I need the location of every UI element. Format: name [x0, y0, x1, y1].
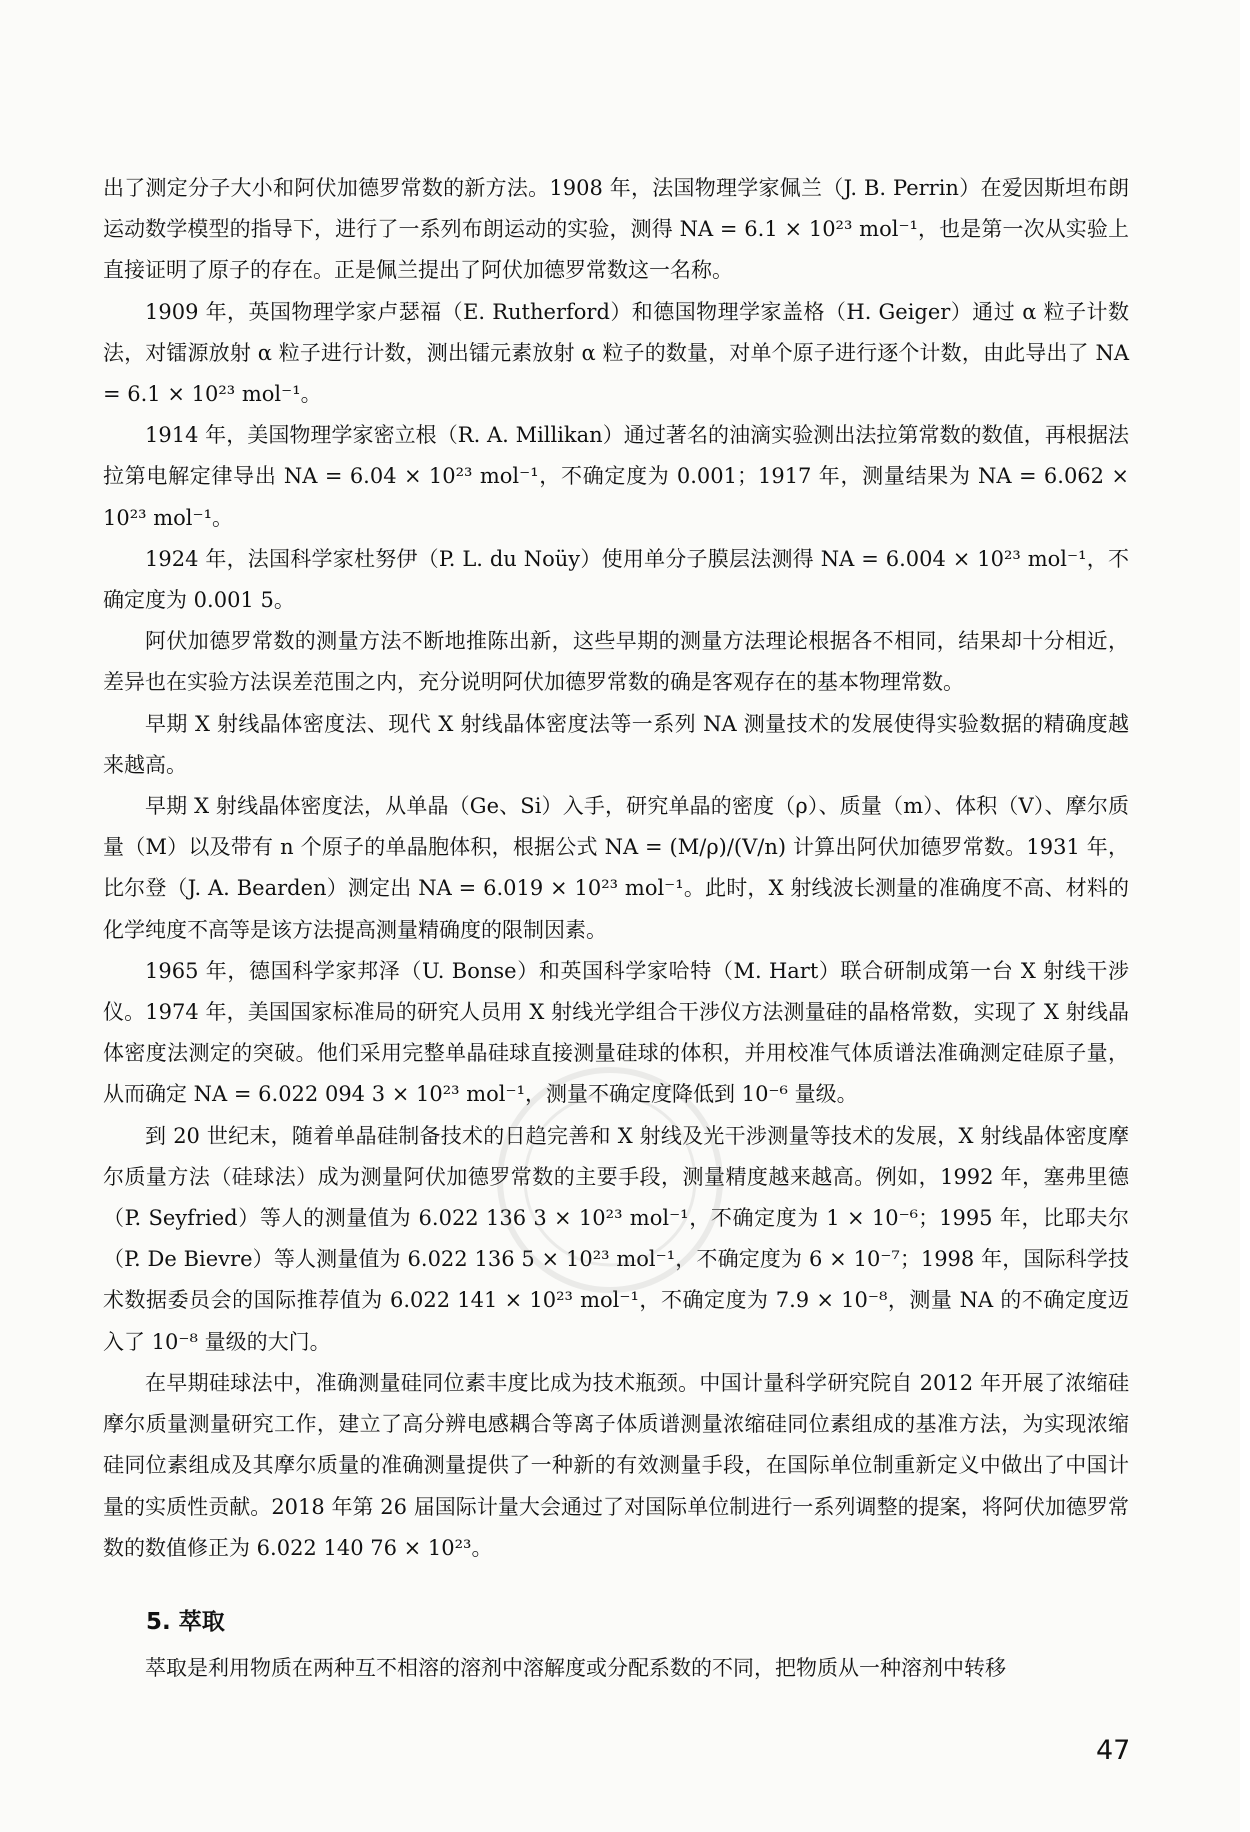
paragraph-9: 到 20 世纪末，随着单晶硅制备技术的日趋完善和 X 射线及光干涉测量等技术的发展，X 射线晶体密度摩尔质量方法（硅球法）成为测量阿伏加德罗常数的主要手段，测量精度越来越高。例如，1992 年，塞弗里德（P. Seyfried）等人的测量值为 6.022 136 3 × 10²³ mol⁻¹，不确定度为 1 × 10⁻⁶；1995 年，比耶夫尔（P. De Bievre）等人测量值为 6.022 136 5 × 10²³ mol⁻¹，不确定度为 6 × 10⁻⁷；1998 年，国际科学技术数据委员会的国际推荐值为 6.022 141 × 10²³ mol⁻¹，不确定度为 7.9 × 10⁻⁸，测量 NA 的不确定度迈入了 10⁻⁸ 量级的大门。 — [103, 1123, 1129, 1354]
paragraph-2: 1909 年，英国物理学家卢瑟福（E. Rutherford）和德国物理学家盖格（H. Geiger）通过 α 粒子计数法，对镭源放射 α 粒子进行计数，测出镭元素放射 α 粒子的数量，对单个原子进行逐个计数，由此导出了 NA = 6.1 × 10²³ mol⁻¹。 — [103, 299, 1129, 407]
paragraph-8: 1965 年，德国科学家邦泽（U. Bonse）和英国科学家哈特（M. Hart）联合研制成第一台 X 射线干涉仪。1974 年，美国国家标准局的研究人员用 X 射线光学组合干涉仪方法测量硅的晶格常数，实现了 X 射线晶体密度法测定的突破。他们采用完整单晶硅球直接测量硅球的体积，并用校准气体质谱法准确测定硅原子量，从而确定 NA = 6.022 094 3 × 10²³ mol⁻¹，测量不确定度降低到 10⁻⁶ 量级。 — [103, 958, 1129, 1107]
paragraph-10: 在早期硅球法中，准确测量硅同位素丰度比成为技术瓶颈。中国计量科学研究院自 2012 年开展了浓缩硅摩尔质量测量研究工作，建立了高分辨电感耦合等离子体质谱测量浓缩硅同位素组成的基准方法，为实现浓缩硅同位素组成及其摩尔质量的准确测量提供了一种新的有效测量手段，在国际单位制重新定义中做出了中国计量的实质性贡献。2018 年第 26 届国际计量大会通过了对国际单位制进行一系列调整的提案，将阿伏加德罗常数的数值修正为 6.022 140 76 × 10²³。 — [103, 1370, 1129, 1560]
page-number: 47 — [1096, 1735, 1131, 1766]
paragraph-4: 1924 年，法国科学家杜努伊（P. L. du Noüy）使用单分子膜层法测得 NA = 6.004 × 10²³ mol⁻¹，不确定度为 0.001 5。 — [103, 546, 1129, 613]
paragraph-7: 早期 X 射线晶体密度法，从单晶（Ge、Si）入手，研究单晶的密度（ρ）、质量（m）、体积（V）、摩尔质量（M）以及带有 n 个原子的单晶胞体积，根据公式 NA = (M/ρ)/(V/n) 计算出阿伏加德罗常数。1931 年，比尔登（J. A. Bearden）测定出 NA = 6.019 × 10²³ mol⁻¹。此时，X 射线波长测量的准确度不高、材料的化学纯度不高等是该方法提高测量精确度的限制因素。 — [103, 794, 1129, 942]
body-text — [103, 168, 1129, 1569]
paragraph-5: 阿伏加德罗常数的测量方法不断地推陈出新，这些早期的测量方法理论根据各不相同，结果却十分相近，差异也在实验方法误差范围之内，充分说明阿伏加德罗常数的确是客观存在的基本物理常数。 — [103, 629, 1129, 695]
section-heading: 5. 萃取 — [146, 1609, 225, 1635]
section-first-line: 萃取是利用物质在两种互不相溶的溶剂中溶解度或分配系数的不同，把物质从一种溶剂中转移 — [145, 1656, 1006, 1680]
paragraph-1: 出了测定分子大小和阿伏加德罗常数的新方法。1908 年，法国物理学家佩兰（J. B. Perrin）在爱因斯坦布朗运动数学模型的指导下，进行了一系列布朗运动的实验，测得 NA = 6.1 × 10²³ mol⁻¹，也是第一次从实验上直接证明了原子的存在。正是佩兰提出了阿伏加德罗常数这一名称。 — [103, 176, 1129, 283]
paragraph-3: 1914 年，美国物理学家密立根（R. A. Millikan）通过著名的油滴实验测出法拉第常数的数值，再根据法拉第电解定律导出 NA = 6.04 × 10²³ mol⁻¹，不确定度为 0.001；1917 年，测量结果为 NA = 6.062 × 10²³ mol⁻¹。 — [103, 423, 1129, 530]
paragraph-6: 早期 X 射线晶体密度法、现代 X 射线晶体密度法等一系列 NA 测量技术的发展使得实验数据的精确度越来越高。 — [103, 711, 1129, 777]
watermark-stamp — [480, 1050, 740, 1310]
